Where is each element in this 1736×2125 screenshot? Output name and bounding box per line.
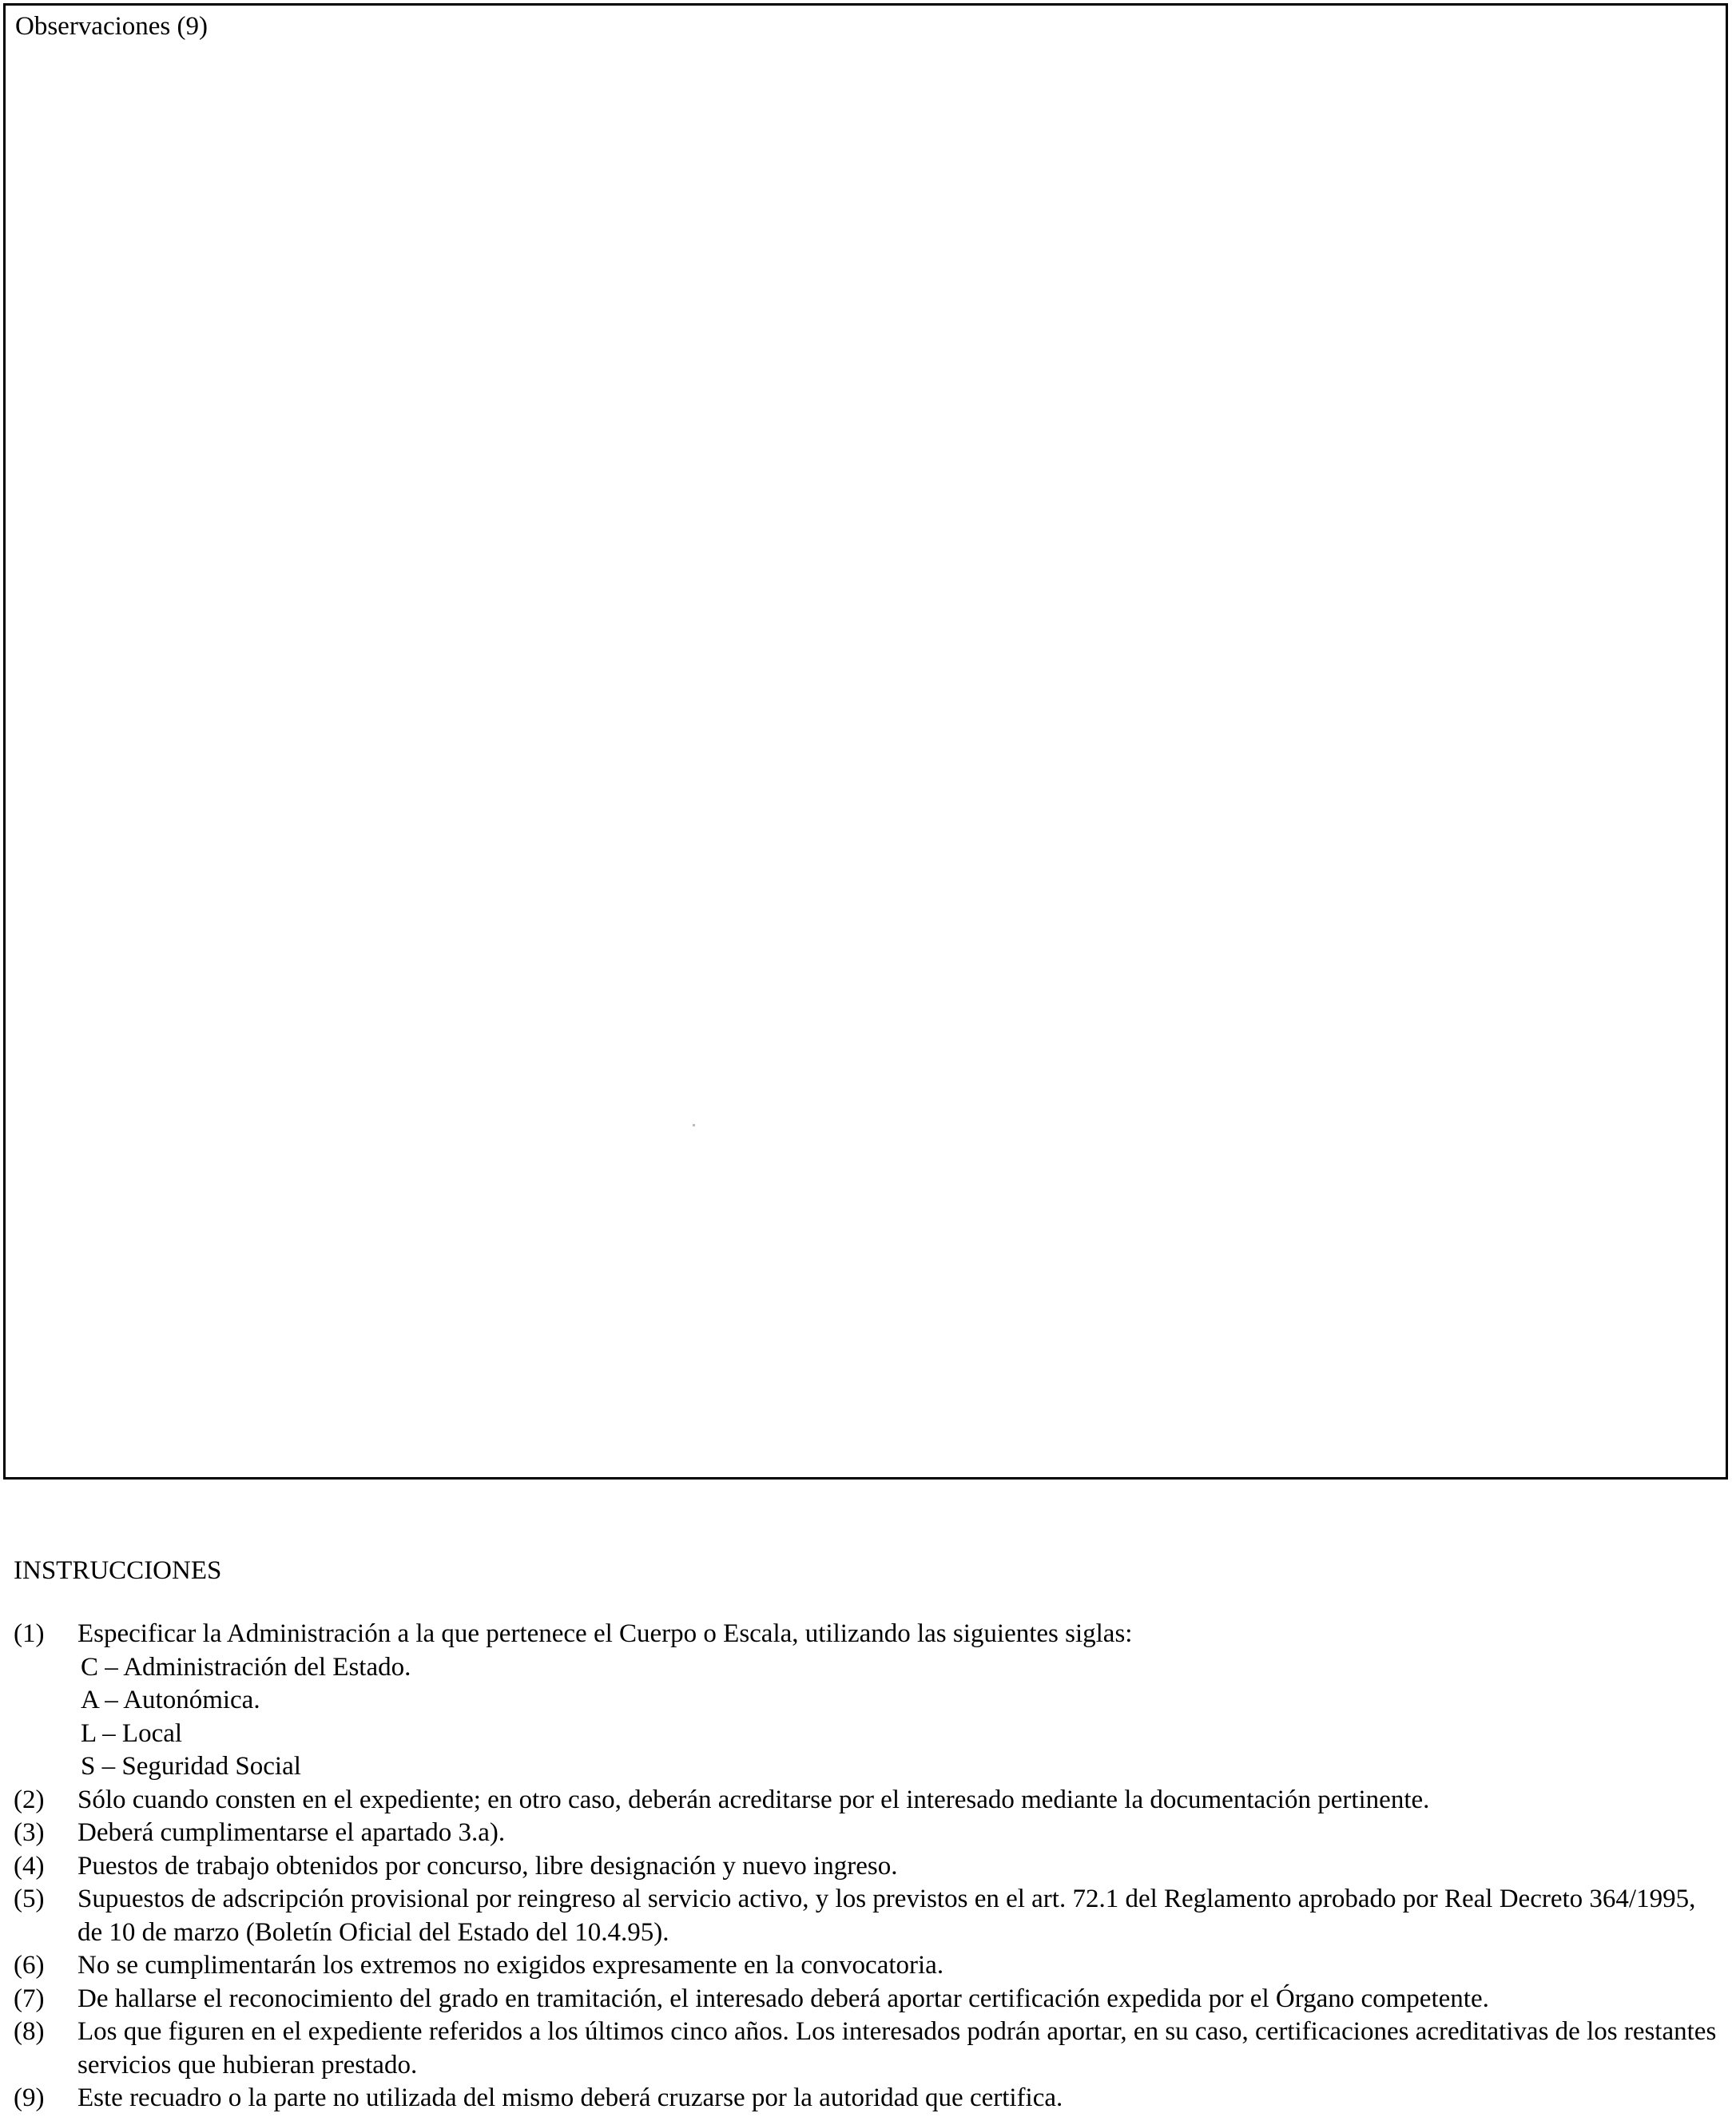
instruction-text: Este recuadro o la parte no utilizada del mismo deberá cruzarse por la autoridad que certifica. — [77, 2083, 1063, 2112]
observations-label: Observaciones (9) — [15, 12, 208, 41]
instruction-number: (9) — [14, 2083, 45, 2112]
instruction-item-7 — [14, 1983, 1723, 2016]
instruction-number: (5) — [14, 1885, 45, 1913]
instruction-text: Supuestos de adscripción provisional por reingreso al servicio activo, y los previstos en el art. 72.1 del Reglamento aprobado por Real Decreto 364/1995, de 10 de marzo (Boletín Oficial del Estado del 10.4.95). — [77, 1885, 1696, 1947]
instruction-number: (2) — [14, 1785, 45, 1814]
acronym-item-s: S – Seguridad Social — [81, 1752, 301, 1781]
instruction-number: (7) — [14, 1984, 45, 2013]
instruction-item-1 — [14, 1618, 1723, 1784]
instructions-heading: INSTRUCCIONES — [14, 1556, 222, 1585]
scan-speck — [693, 1124, 695, 1126]
instruction-number: (1) — [14, 1619, 45, 1648]
instruction-text: Especificar la Administración a la que pertenece el Cuerpo o Escala, utilizando las siguientes siglas: — [77, 1619, 1133, 1648]
instruction-item-2 — [14, 1784, 1723, 1817]
instruction-item-9 — [14, 2082, 1723, 2115]
instruction-item-6 — [14, 1949, 1723, 1983]
instruction-number: (6) — [14, 1951, 45, 1980]
instructions-list — [14, 1618, 1723, 2115]
instruction-item-4 — [14, 1850, 1723, 1884]
instruction-item-3 — [14, 1817, 1723, 1850]
instruction-number: (4) — [14, 1851, 45, 1881]
acronym-item-a: A – Autonómica. — [81, 1686, 260, 1714]
instruction-text: Los que figuren en el expediente referidos a los últimos cinco años. Los interesados podrán aportar, en su caso, certificaciones acreditativas de los restantes servicios que hubieran prestado. — [77, 2017, 1717, 2079]
instruction-text: No se cumplimentarán los extremos no exigidos expresamente en la convocatoria. — [77, 1951, 944, 1980]
acronym-item-l: L – Local — [81, 1718, 183, 1748]
instruction-number: (3) — [14, 1818, 45, 1847]
acronym-item-c: C – Administración del Estado. — [81, 1652, 411, 1682]
instruction-text: Deberá cumplimentarse el apartado 3.a). — [77, 1818, 506, 1847]
instruction-number: (8) — [14, 2017, 45, 2046]
instruction-item-5 — [14, 1883, 1723, 1949]
instruction-text: Puestos de trabajo obtenidos por concurso, libre designación y nuevo ingreso. — [77, 1851, 898, 1881]
observations-box[interactable] — [3, 3, 1728, 1480]
instruction-text: De hallarse el reconocimiento del grado en tramitación, el interesado deberá aportar certificación expedida por el Órgano competente. — [77, 1984, 1489, 2013]
instruction-item-8 — [14, 2016, 1723, 2082]
instruction-text: Sólo cuando consten en el expediente; en otro caso, deberán acreditarse por el interesado mediante la documentación pertinente. — [77, 1785, 1430, 1814]
